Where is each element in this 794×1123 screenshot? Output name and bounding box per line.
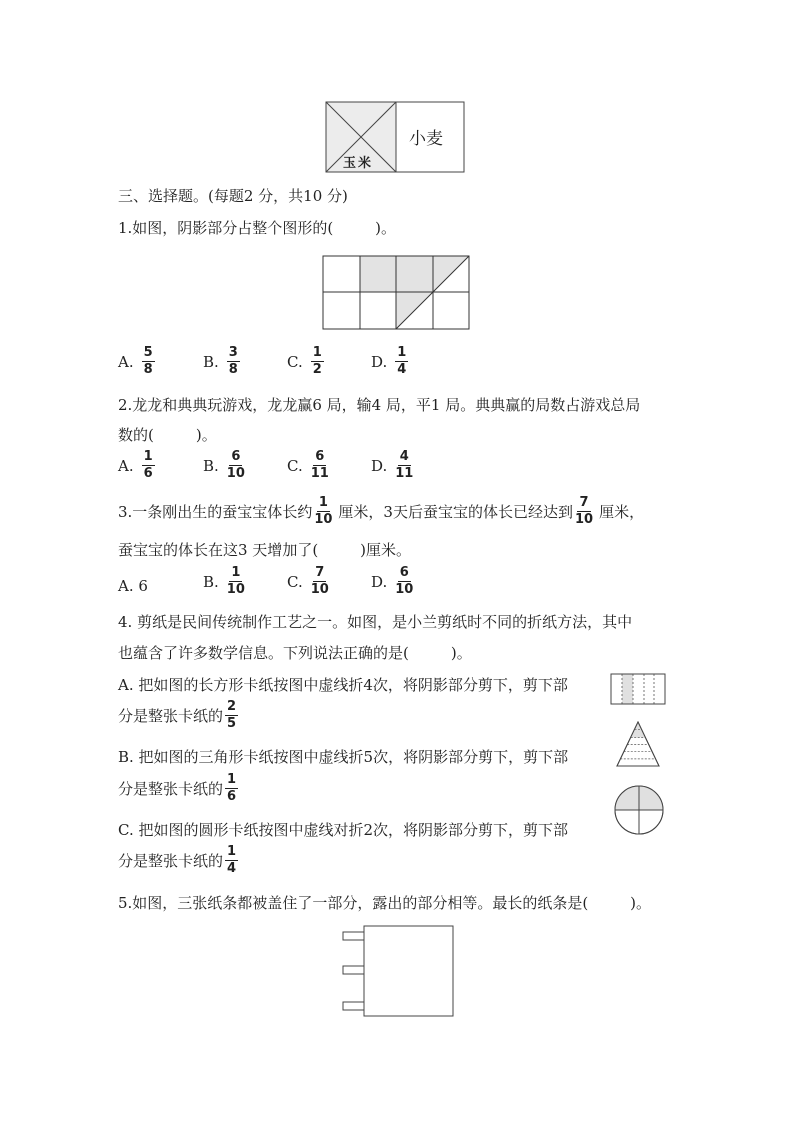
q1-option-d[interactable]: D. $\frac{1}{4}$ (371, 345, 407, 377)
q4-option-a-line2: 分是整张卡纸的 $\frac{2}{5}$ (118, 699, 237, 731)
section-title: 三、选择题。(每题2 分，共10 分) (118, 187, 348, 205)
q2-option-b[interactable]: B. $\frac{6}{10}$ (203, 449, 245, 481)
q2-option-a[interactable]: A. $\frac{1}{6}$ (118, 449, 153, 481)
q3-line1: 3.一条刚出生的蚕宝宝体长约 $\frac{1}{10}$ 厘米，3天后蚕宝宝的体长已经达到 $\frac{7}{10}$ 厘米， (118, 495, 645, 527)
q1-option-a[interactable]: A. $\frac{5}{8}$ (118, 345, 153, 377)
q4-option-b-line1[interactable]: B. 把如图的三角形卡纸按图中虚线折5次，将阴影部分剪下，剪下部 (118, 748, 569, 766)
corn-label: 玉米 (343, 156, 374, 171)
q2-option-d[interactable]: D. $\frac{4}{11}$ (371, 449, 414, 481)
q4-option-a-line1[interactable]: A. 把如图的长方形卡纸按图中虚线折4次，将阴影部分剪下，剪下部 (118, 676, 568, 694)
q3-option-c[interactable]: C. $\frac{7}{10}$ (287, 565, 329, 597)
q5-text: 5.如图，三张纸条都被盖住了一部分，露出的部分相等。最长的纸条是( )。 (118, 894, 652, 912)
q3-option-b[interactable]: B. $\frac{1}{10}$ (203, 565, 245, 597)
q1-option-c[interactable]: C. $\frac{1}{2}$ (287, 345, 322, 377)
q2-option-c[interactable]: C. $\frac{6}{11}$ (287, 449, 329, 481)
q2-line1: 2.龙龙和典典玩游戏，龙龙赢6 局，输4 局，平1 局。典典赢的局数占游戏总局 (118, 396, 641, 414)
q4-option-b-line2: 分是整张卡纸的 $\frac{1}{6}$ (118, 772, 237, 804)
wheat-label: 小麦 (409, 129, 443, 149)
q4-option-c-line1[interactable]: C. 把如图的圆形卡纸按图中虚线对折2次，将阴影部分剪下，剪下部 (118, 821, 569, 839)
q4-line2: 也蕴含了许多数学信息。下列说法正确的是( )。 (118, 644, 472, 662)
q3-option-a[interactable]: A. 6 (118, 577, 148, 595)
q4-option-c-line2: 分是整张卡纸的 $\frac{1}{4}$ (118, 844, 237, 876)
q4-line1: 4. 剪纸是民间传统制作工艺之一。如图，是小兰剪纸时不同的折纸方法，其中 (118, 613, 633, 631)
q2-line2: 数的( )。 (118, 426, 217, 444)
q1-option-b[interactable]: B. $\frac{3}{8}$ (203, 345, 238, 377)
q3-line2: 蚕宝宝的体长在这3 天增加了( )厘米。 (118, 541, 412, 559)
q3-option-d[interactable]: D. $\frac{6}{10}$ (371, 565, 414, 597)
q1-text: 1.如图，阴影部分占整个图形的( )。 (118, 219, 397, 237)
